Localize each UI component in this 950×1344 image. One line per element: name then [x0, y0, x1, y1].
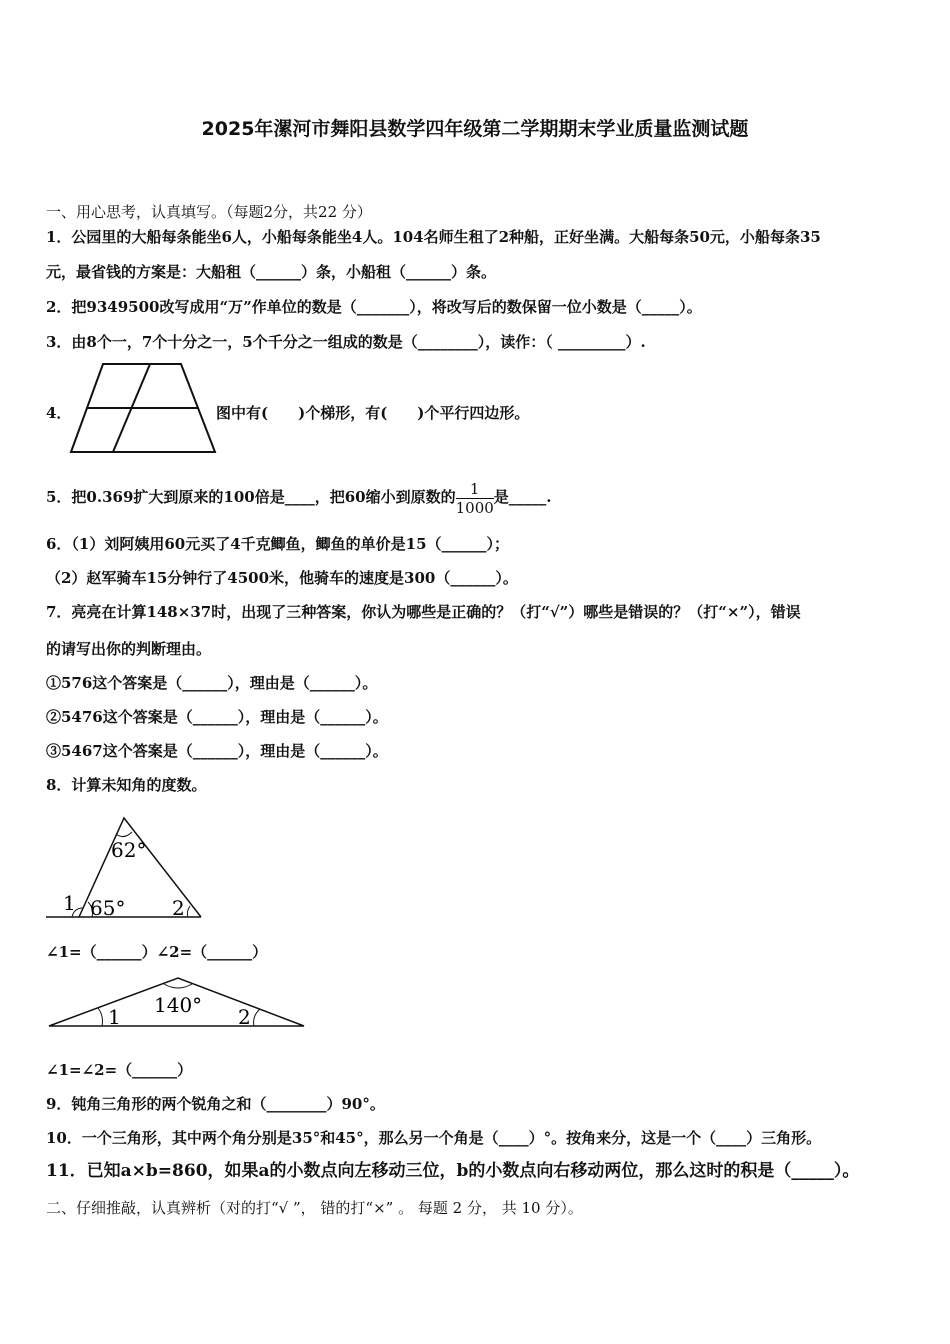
section-2-heading: 二、仔细推敲，认真辨析（对的打“√ ”， 错的打“×” 。 每题 2 分， 共 10 分）。 [46, 1199, 583, 1217]
trapezoid-figure [68, 362, 218, 456]
angle-1-label: 1 [108, 1005, 121, 1029]
question-9: 9．钝角三角形的两个锐角之和（________）90°。 [46, 1095, 385, 1113]
question-8-answer-1: ∠1=（______）∠2=（______） [46, 943, 268, 961]
page-title: 2025年漯河市舞阳县数学四年级第二学期期末学业质量监测试题 [201, 118, 749, 140]
question-4-number: 4． [46, 404, 72, 422]
question-1-line-1: 1．公园里的大船每条能坐6人，小船每条能坐4人。104名师生租了2种船，正好坐满。大船每条50元，小船每条35 [46, 228, 821, 246]
question-7-line-2: 的请写出你的判断理由。 [46, 640, 212, 658]
question-7-line-1: 7．亮亮在计算148×37时，出现了三种答案，你认为哪些是正确的？（打“√”）哪些是错误的？（打“×”），错误 [46, 603, 801, 621]
question-6-part-2: （2）赵军骑车15分钟行了4500米，他骑车的速度是300（______）。 [46, 569, 518, 587]
question-6-part-1: 6．（1）刘阿姨用60元买了4千克鲫鱼，鲫鱼的单价是15（______）； [46, 535, 510, 553]
question-7-item-3: ③5467这个答案是（______），理由是（______）。 [46, 742, 388, 760]
question-1-line-2: 元，最省钱的方案是：大船租（______）条，小船租（______）条。 [46, 263, 497, 281]
fraction-denominator: 1000 [455, 498, 494, 517]
question-3: 3．由8个一，7个十分之一，5个千分之一组成的数是（________），读作：（ _________）. [46, 333, 646, 351]
question-2: 2．把9349500改写成用“万”作单位的数是（_______），将改写后的数保留一位小数是（_____）。 [46, 298, 702, 316]
fraction [456, 480, 494, 517]
angle-1-label: 1 [63, 891, 76, 915]
angle-2-label: 2 [172, 896, 185, 920]
question-10: 10．一个三角形，其中两个角分别是35°和45°，那么另一个角是（____）°。按角来分，这是一个（____）三角形。 [46, 1129, 822, 1147]
fraction-numerator: 1 [469, 479, 480, 498]
question-7-item-1: ①576这个答案是（______），理由是（______）。 [46, 674, 378, 692]
question-11: 11．已知a×b=860，如果a的小数点向左移动三位，b的小数点向右移动两位，那么这时的积是（_____）。 [46, 1161, 860, 1181]
section-1-heading: 一、用心思考，认真填写。（每题2分，共22 分） [46, 203, 372, 221]
question-5 [46, 478, 552, 517]
question-4-text: 图中有( )个梯形，有( )个平行四边形。 [216, 404, 530, 422]
triangle-figure-2 [46, 974, 308, 1030]
angle-140-label: 140° [154, 993, 203, 1017]
question-8-answer-2: ∠1=∠2=（______） [46, 1061, 193, 1079]
question-7-item-2: ②5476这个答案是（______），理由是（______）。 [46, 708, 388, 726]
question-8: 8．计算未知角的度数。 [46, 776, 207, 794]
angle-2-label: 2 [238, 1005, 251, 1029]
question-5-post: 是_____. [493, 488, 552, 506]
angle-65-label: 65° [90, 896, 126, 920]
triangle-figure-1 [44, 812, 209, 924]
question-5-pre: 5．把0.369扩大到原来的100倍是____，把60缩小到原数的 [46, 488, 456, 506]
angle-62-label: 62° [111, 838, 147, 862]
